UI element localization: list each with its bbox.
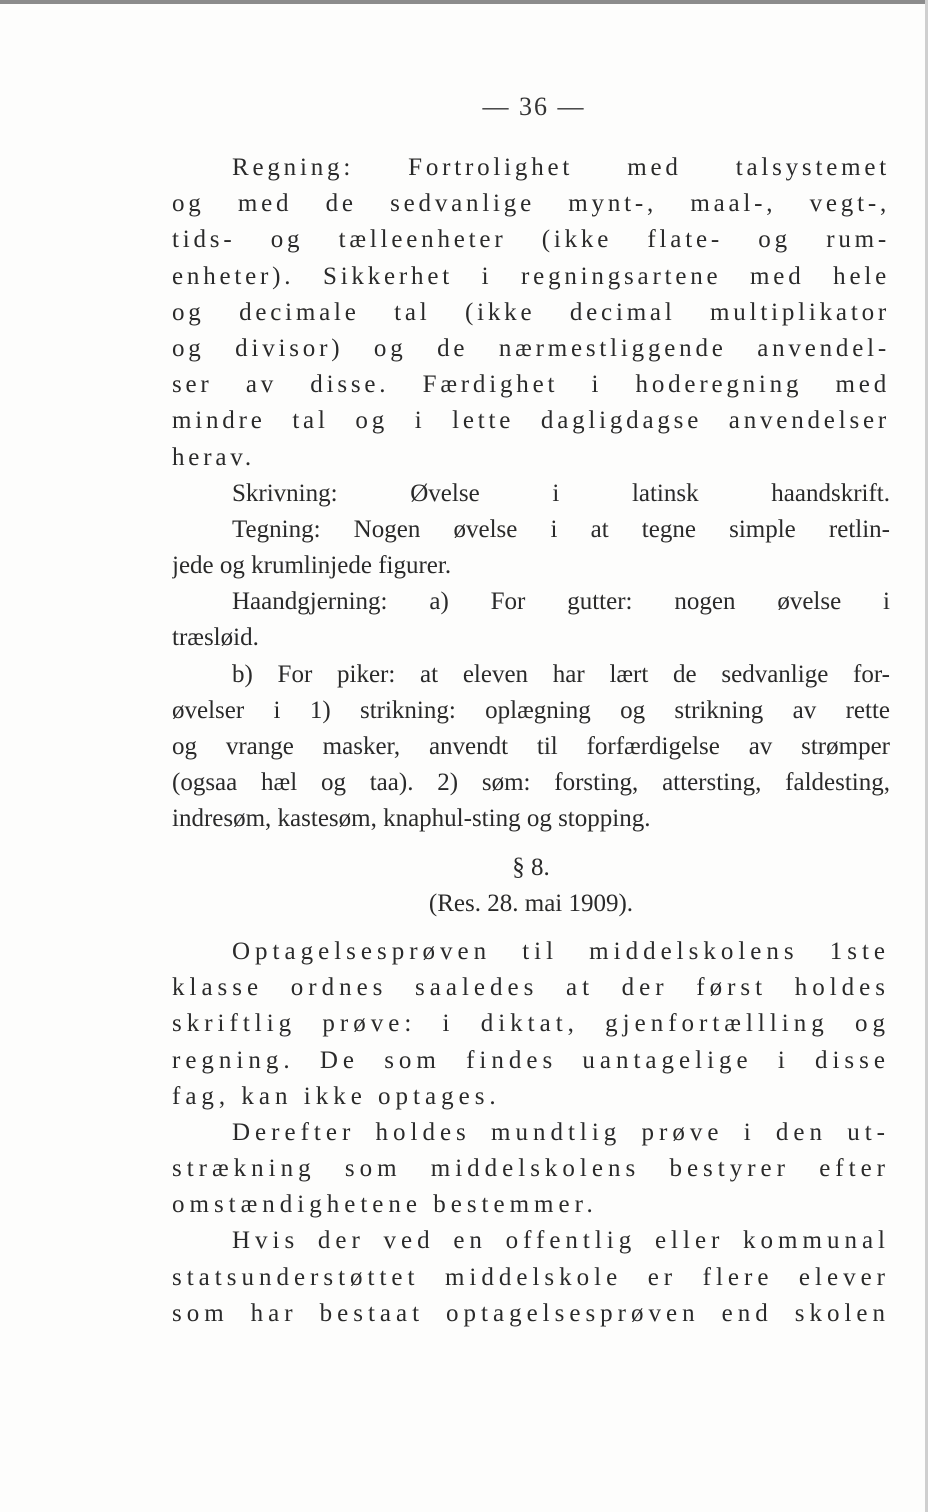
text-line: og vrange masker, anvendt til forfærdigelse av strømper xyxy=(172,733,890,760)
text-line: øvelser i 1) strikning: oplægning og strikning av rette xyxy=(172,696,890,724)
text-line: og divisor) og de nærmestliggende anvendel- xyxy=(172,334,890,362)
text-line: ser av disse. Færdighet i hoderegning med xyxy=(172,371,890,399)
section-note: (Res. 28. mai 1909). xyxy=(428,889,634,917)
page-number: — 36 — xyxy=(482,92,586,121)
text-line: mindre tal og i lette dagligdagse anvendelser xyxy=(172,407,890,435)
text-line: Skrivning: Øvelse i latinsk haandskrift. xyxy=(232,479,890,507)
text-line: indresøm, kastesøm, knaphul-sting og stopping. xyxy=(172,805,651,833)
text-line: skriftlig prøve: i diktat, gjenfortællling og xyxy=(172,1010,890,1038)
text-line: Hvis der ved en offentlig eller kommunal xyxy=(232,1227,890,1255)
text-line: træsløid. xyxy=(172,624,259,652)
text-line: og med de sedvanlige mynt-, maal-, vegt-, xyxy=(172,190,890,218)
text-line: statsunderstøttet middelskole er flere elever xyxy=(172,1263,890,1291)
text-line: Derefter holdes mundtlig prøve i den ut- xyxy=(232,1118,890,1146)
text-line: Haandgjerning: a) For gutter: nogen øvelse i xyxy=(232,588,890,616)
text-line: strækning som middelskolens bestyrer efter xyxy=(172,1155,890,1183)
text-line: Tegning: Nogen øvelse i at tegne simple retlin- xyxy=(232,515,890,543)
text-line: Optagelsesprøven til middelskolens 1ste xyxy=(232,937,890,965)
text-line: fag, kan ikke optages. xyxy=(172,1082,501,1110)
text-line: tids- og tælleenheter (ikke flate- og rum- xyxy=(172,226,890,254)
scan-edge-top xyxy=(0,0,928,4)
text-line: jede og krumlinjede figurer. xyxy=(172,552,452,580)
text-line: enheter). Sikkerhet i regningsartene med hele xyxy=(172,262,890,290)
body-text xyxy=(172,150,890,1332)
text-line: omstændighetene bestemmer. xyxy=(172,1191,598,1219)
text-line: (ogsaa hæl og taa). 2) søm: forsting, attersting, faldesting, xyxy=(172,769,890,797)
text-line: b) For piker: at eleven har lært de sedvanlige for- xyxy=(232,660,890,688)
text-line: regning. De som findes uantagelige i disse xyxy=(172,1046,890,1074)
text-line: og decimale tal (ikke decimal multiplikator xyxy=(172,298,890,326)
text-line: Regning: Fortrolighet med talsystemet xyxy=(232,154,890,181)
text-line: som har bestaat optagelsesprøven end skolen xyxy=(172,1299,890,1327)
text-line: klasse ordnes saaledes at der først holdes xyxy=(172,974,890,1002)
text-line: herav. xyxy=(172,443,255,471)
section-heading: § 8. xyxy=(512,853,550,881)
